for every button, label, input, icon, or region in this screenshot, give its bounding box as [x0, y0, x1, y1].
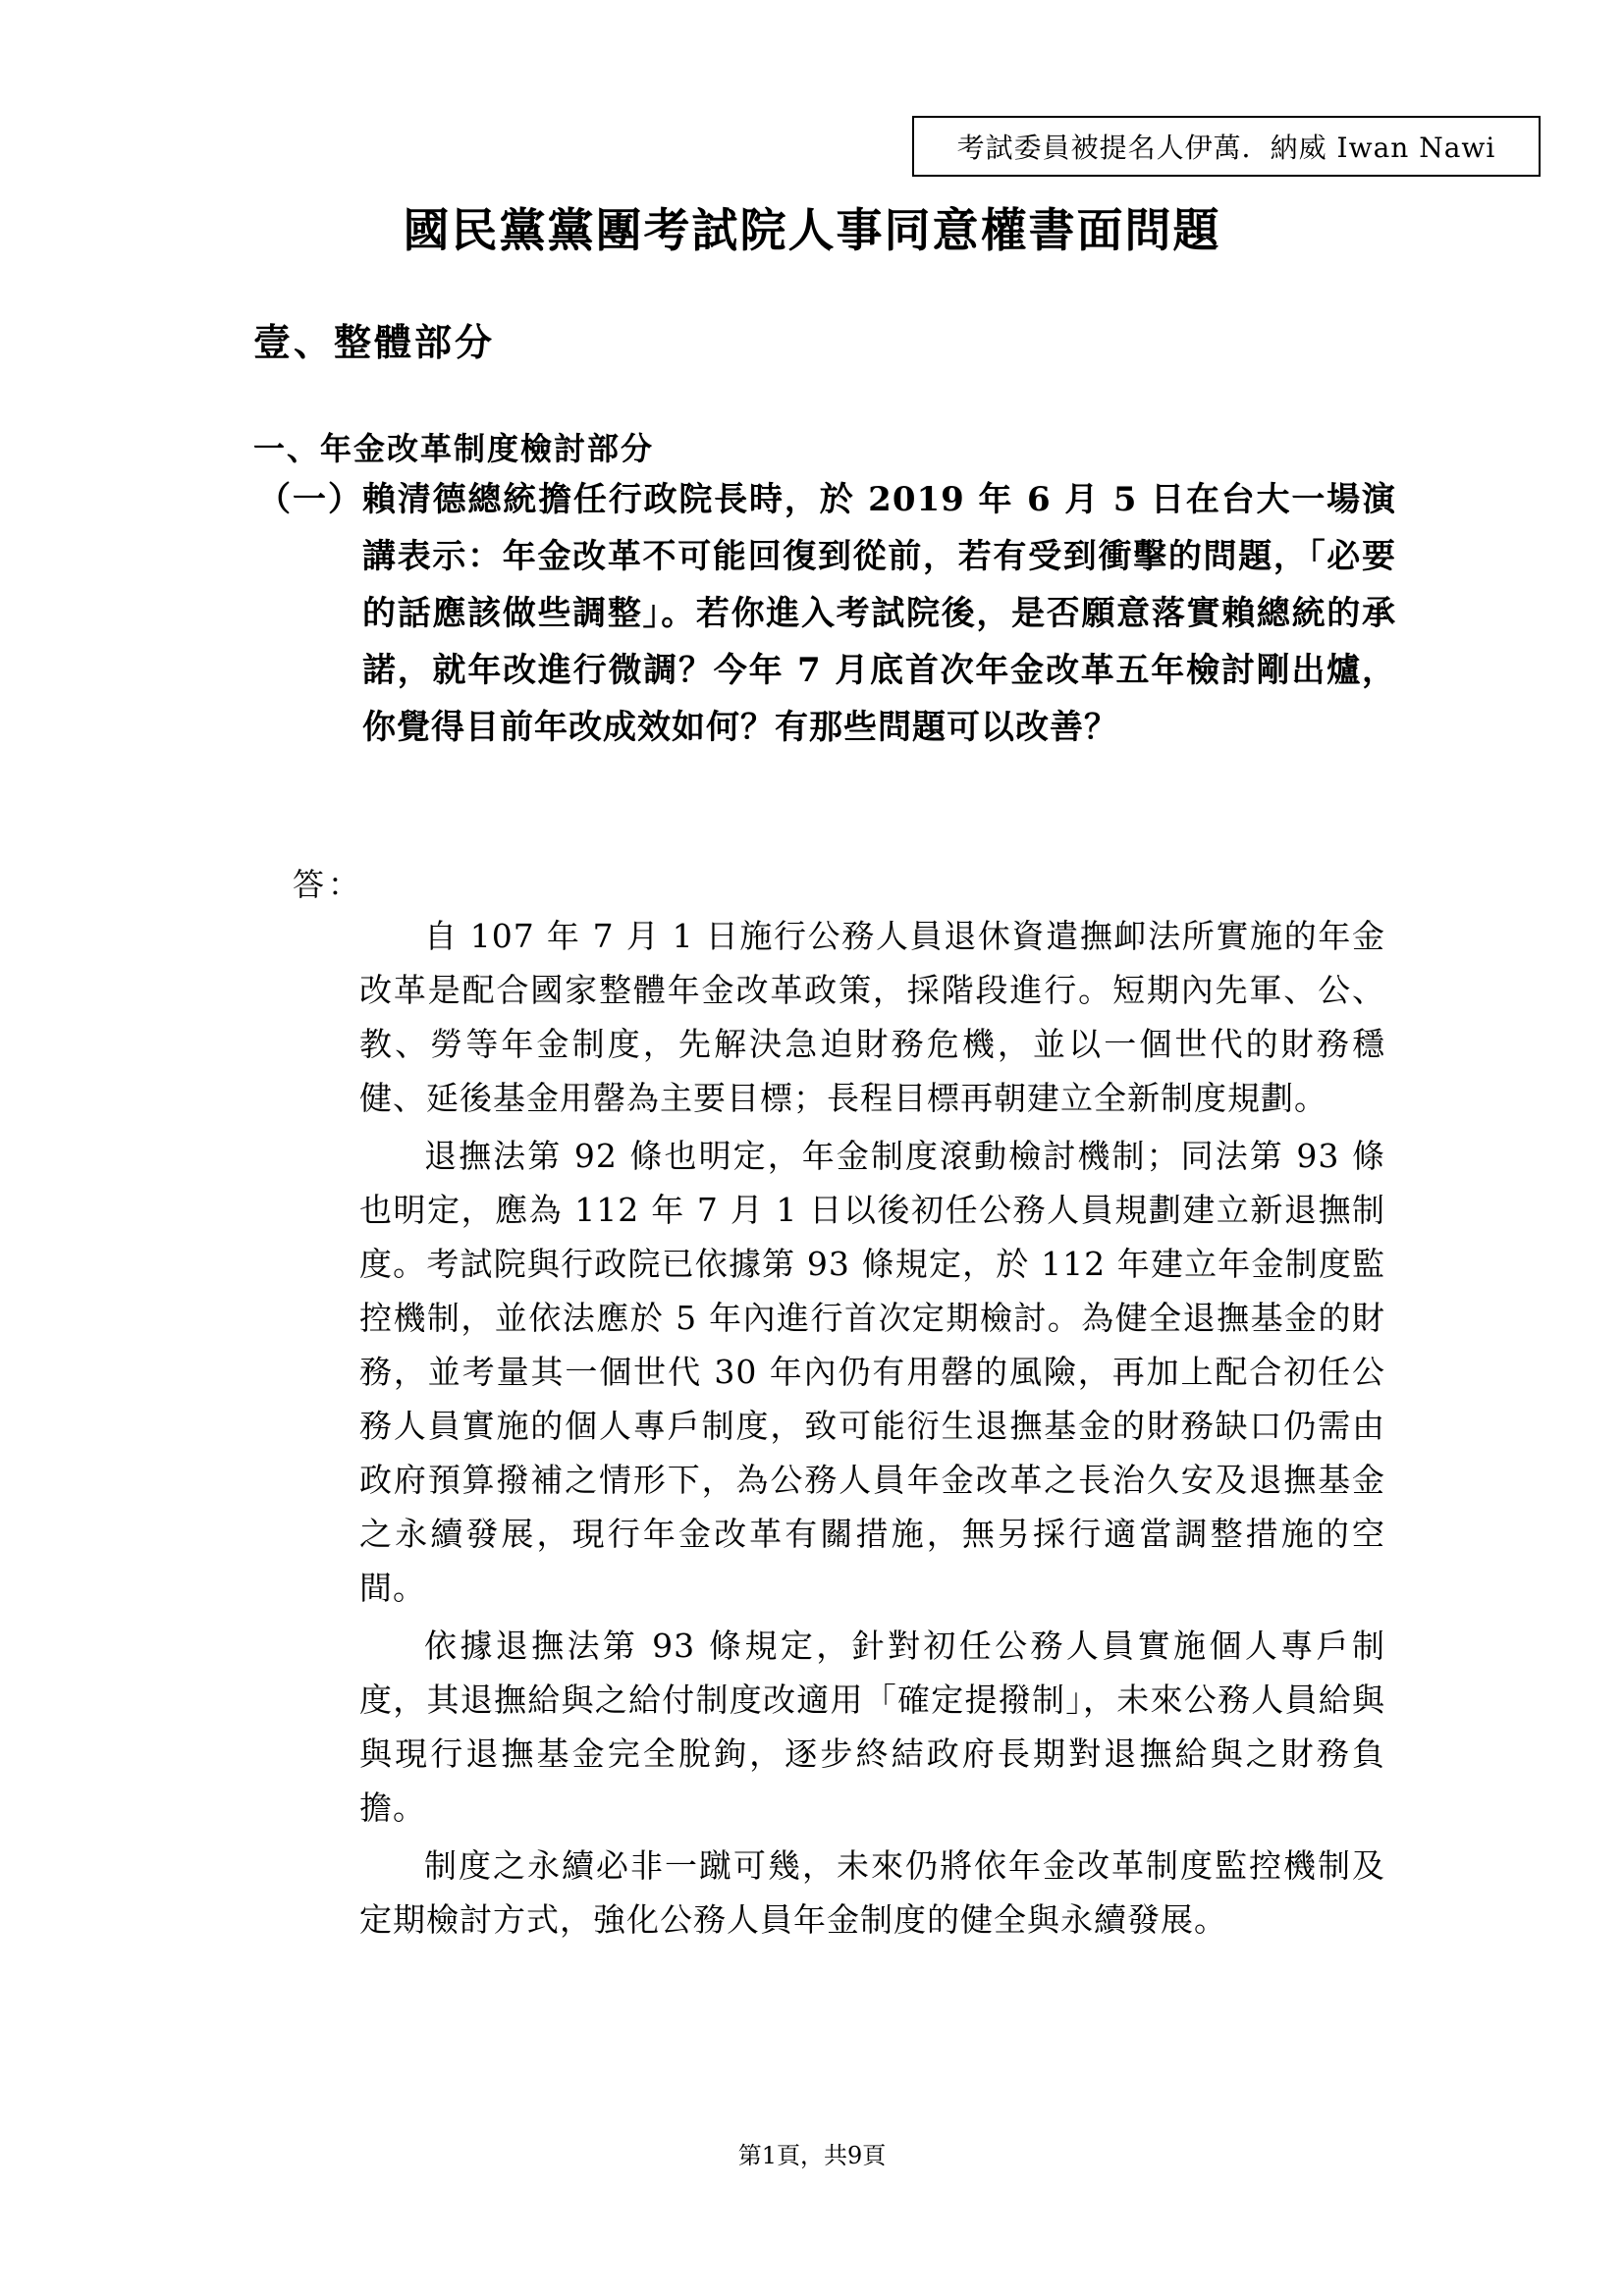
answer-paragraph: 依據退撫法第 93 條規定，針對初任公務人員實施個人專戶制度，其退撫給與之給付制度改適用「確定提撥制」，未來公務人員給與與現行退撫基金完全脫鉤，逐步終結政府長期對退撫給與之財務負擔。: [359, 1627, 1385, 1827]
question-label: （一）: [257, 480, 363, 519]
answer-paragraph: 制度之永續必非一蹴可幾，未來仍將依年金改革制度監控機制及定期檢討方式，強化公務人員年金制度的健全與永續發展。: [359, 1846, 1385, 1939]
sub-heading: 一、年金改革制度檢討部分: [253, 430, 655, 467]
answer-body: [359, 909, 1385, 1950]
page-number: 第1頁，共9頁: [737, 2142, 887, 2169]
answer-paragraph: 自 107 年 7 月 1 日施行公務人員退休資遣撫卹法所實施的年金改革是配合國家整體年金改革政策，採階段進行。短期內先軍、公、教、勞等年金制度，先解決急迫財務危機，並以一個世代的財務穩健、延後基金用罄為主要目標；長程目標再朝建立全新制度規劃。: [359, 917, 1385, 1117]
section-heading: 壹、整體部分: [253, 320, 496, 364]
answer-label: 答：: [293, 866, 364, 903]
question-block: [257, 471, 1396, 756]
answer-paragraph: 退撫法第 92 條也明定，年金制度滾動檢討機制；同法第 93 條也明定，應為 112 年 7 月 1 日以後初任公務人員規劃建立新退撫制度。考試院與行政院已依據第 93 條規定，於 112 年建立年金制度監控機制，並依法應於 5 年內進行首次定期檢討。為健全退撫基金的財務，並考量其一個世代 30 年內仍有用罄的風險，再加上配合初任公務人員實施的個人專戶制度，致可能衍生退撫基金的財務缺口仍需由政府預算撥補之情形下，為公務人員年金改革之長治久安及退撫基金之永續發展，現行年金改革有關措施，無另採行適當調整措施的空間。: [359, 1137, 1385, 1607]
document-title: 國民黨黨團考試院人事同意權書面問題: [403, 204, 1221, 258]
nominee-label: 考試委員被提名人伊萬．納威 Iwan Nawi: [956, 132, 1496, 164]
nominee-label-box: [912, 116, 1541, 177]
question-text: 賴清德總統擔任行政院長時，於 2019 年 6 月 5 日在台大一場演講表示：年金改革不可能回復到從前，若有受到衝擊的問題，「必要的話應該做些調整」。若你進入考試院後，是否願意落實賴總統的承諾，就年改進行微調？今年 7 月底首次年金改革五年檢討剛出爐，你覺得目前年改成效如何？有那些問題可以改善？: [362, 480, 1396, 747]
